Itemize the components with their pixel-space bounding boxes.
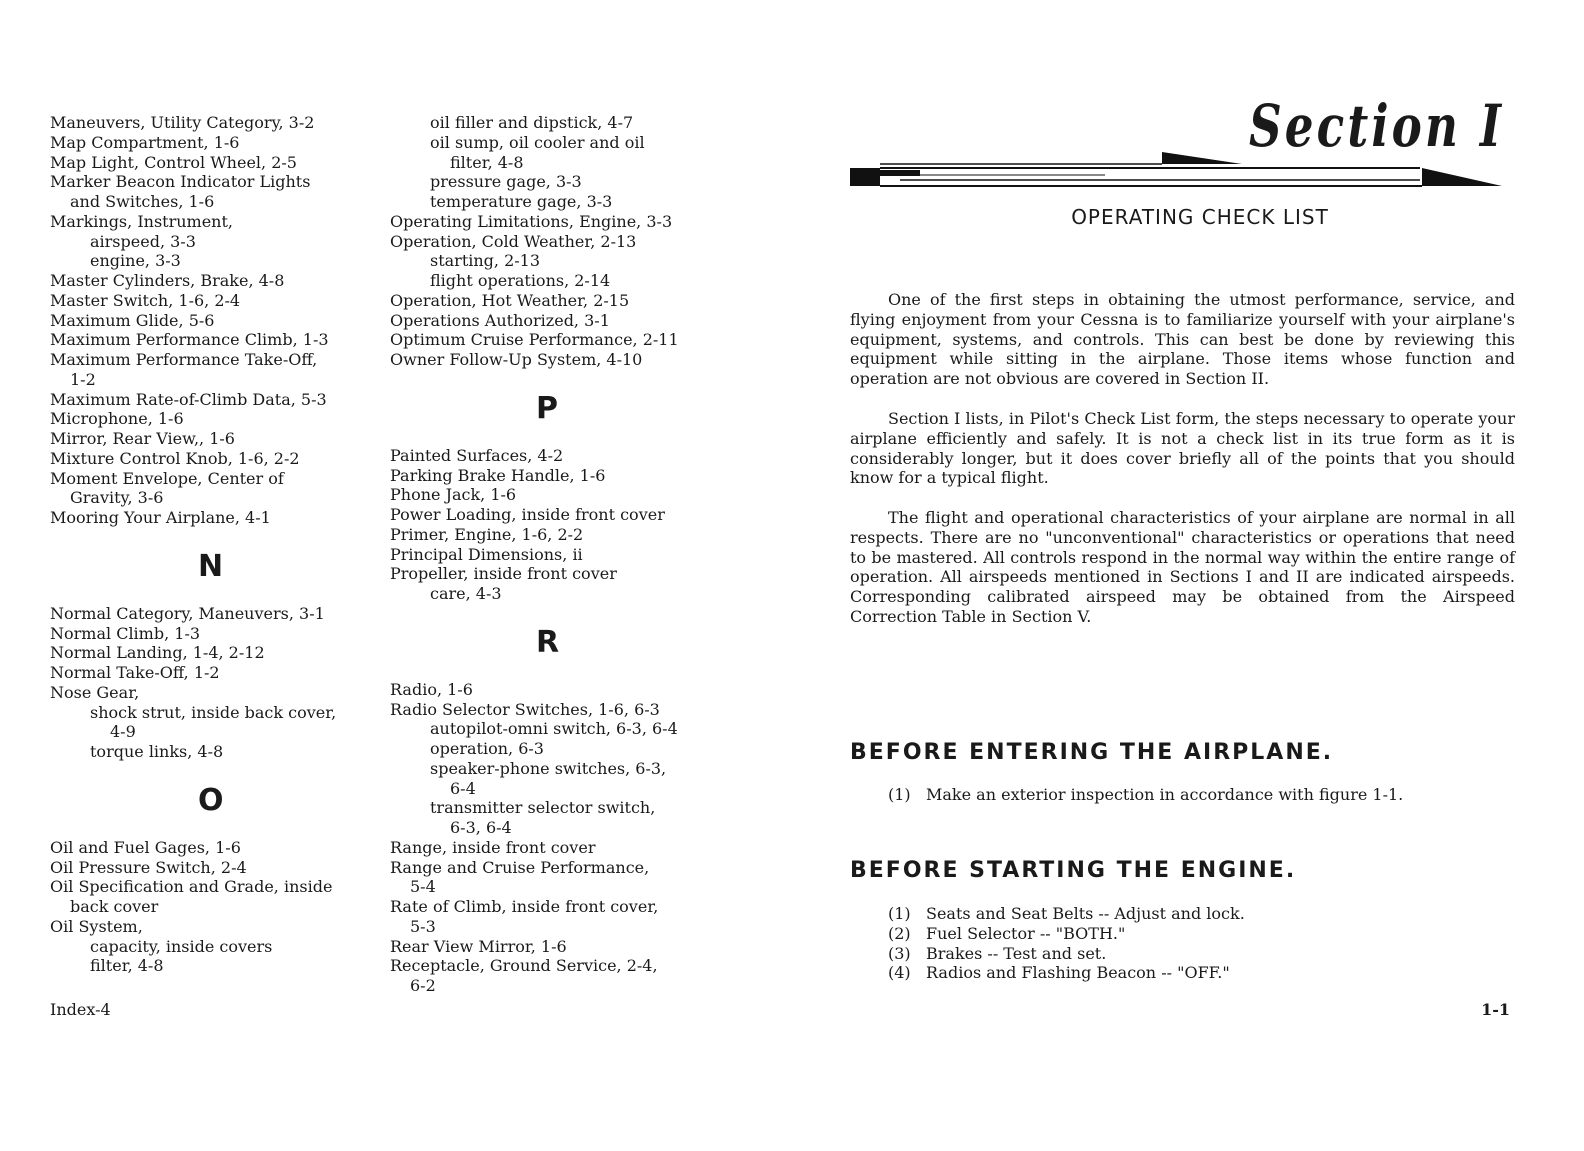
index-entry: Normal Take-Off, 1-2 <box>50 663 220 682</box>
index-entry: Painted Surfaces, 4-2 <box>390 445 564 465</box>
index-entry: Principal Dimensions, ii <box>390 544 583 564</box>
index-entry: Maximum Glide, 5-6 <box>50 310 215 330</box>
index-entry: Maximum Rate-of-Climb Data, 5-3 <box>50 389 327 409</box>
page-number-left: Index-4 <box>50 1000 111 1019</box>
page-number-right: 1-1 <box>1481 1000 1510 1019</box>
index-entry: oil filler and dipstick, 4-7 <box>430 113 634 132</box>
paragraph-text: One of the first steps in obtaining the utmost performance, service, and flying enjoyment from your Cessna is to familiarize yourself with your airplane's equipment, systems, and controls. This can best be done by reviewing this equipment while sitting in the airplane. Those items whose function and operation are not obvious are covered in Section II. <box>850 290 1515 388</box>
index-letter-p: P <box>536 390 558 426</box>
before-entering-heading: BEFORE ENTERING THE AIRPLANE. <box>850 740 1334 765</box>
intro-paragraph-3 <box>850 508 1515 627</box>
step-text: Seats and Seat Belts -- Adjust and lock. <box>926 904 1245 923</box>
index-entry: 6-2 <box>410 976 436 995</box>
index-entry: Propeller, inside front cover <box>390 564 617 584</box>
index-entry: Primer, Engine, 1-6, 2-2 <box>390 524 584 544</box>
index-entry: temperature gage, 3-3 <box>430 192 613 211</box>
index-entry: Range and Cruise Performance, <box>390 857 650 877</box>
step-number: (3) <box>888 943 911 963</box>
before-entering-steps <box>888 785 1403 805</box>
index-entry: Phone Jack, 1-6 <box>390 485 517 505</box>
step-number: (1) <box>888 785 911 804</box>
index-entry: Master Cylinders, Brake, 4-8 <box>50 271 285 290</box>
index-entry: Normal Landing, 1-4, 2-12 <box>50 643 265 663</box>
index-entry: Oil Specification and Grade, inside <box>50 877 333 897</box>
index-entry: pressure gage, 3-3 <box>430 172 582 192</box>
index-entry: Marker Beacon Indicator Lights <box>50 172 311 192</box>
intro-paragraph-2 <box>850 409 1515 488</box>
index-entry: Mirror, Rear View,, 1-6 <box>50 429 235 448</box>
index-entry: Microphone, 1-6 <box>50 409 184 429</box>
checklist-step <box>888 785 1403 805</box>
index-entry: Gravity, 3-6 <box>70 488 164 508</box>
index-entry: Range, inside front cover <box>390 837 596 857</box>
index-entry: 5-4 <box>410 877 436 897</box>
index-entry: filter, 4-8 <box>450 152 524 172</box>
index-entry: Maneuvers, Utility Category, 3-2 <box>50 113 315 132</box>
intro-paragraph-1 <box>850 290 1515 389</box>
index-entry: airspeed, 3-3 <box>90 231 196 251</box>
section-title: Section I <box>1248 92 1504 160</box>
operating-check-list-title: OPERATING CHECK LIST <box>1071 205 1329 229</box>
index-entry: Oil System, <box>50 916 143 936</box>
step-number: (4) <box>888 963 911 983</box>
index-entry: Maximum Performance Take-Off, <box>50 350 318 369</box>
index-column-2 <box>390 113 730 996</box>
index-entry: torque links, 4-8 <box>90 742 224 761</box>
checklist-step <box>888 963 1245 983</box>
index-entry: Map Compartment, 1-6 <box>50 132 240 152</box>
index-column-1 <box>50 113 380 976</box>
index-entry: Rate of Climb, inside front cover, <box>390 897 659 916</box>
index-entry: Optimum Cruise Performance, 2-11 <box>390 330 679 350</box>
index-entry: Operations Authorized, 3-1 <box>390 310 610 330</box>
index-entry: engine, 3-3 <box>90 251 181 271</box>
index-entry: Operation, Hot Weather, 2-15 <box>390 290 630 310</box>
index-entry: 4-9 <box>110 722 136 742</box>
index-entry: back cover <box>70 897 159 916</box>
before-starting-heading: BEFORE STARTING THE ENGINE. <box>850 858 1297 883</box>
index-entry: Receptacle, Ground Service, 2-4, <box>390 956 658 976</box>
index-entry: Radio, 1-6 <box>390 679 473 699</box>
paragraph-text: The flight and operational characteristics of your airplane are normal in all respects. There are no "unconventional" characteristics or operations that need to be mastered. All controls respond in the normal way within the entire range of operation. All airspeeds mentioned in Sections I and II are indicated airspeeds. Corresponding calibrated airspeed may be obtained from the Airspeed Correction Table in Section V. <box>850 508 1515 626</box>
index-letter-n: N <box>198 548 224 584</box>
index-entry: 5-3 <box>410 916 436 936</box>
index-entry: 6-4 <box>450 778 476 798</box>
index-letter-o: O <box>198 782 224 818</box>
checklist-step <box>888 904 1245 924</box>
index-entry: Radio Selector Switches, 1-6, 6-3 <box>390 699 660 719</box>
index-entry: Moment Envelope, Center of <box>50 468 284 488</box>
index-entry: Operating Limitations, Engine, 3-3 <box>390 211 673 231</box>
index-entry: care, 4-3 <box>430 584 502 603</box>
checklist-step <box>888 944 1245 964</box>
index-entry: Maximum Performance Climb, 1-3 <box>50 330 329 350</box>
step-text: Brakes -- Test and set. <box>926 943 1107 963</box>
index-entry: Mixture Control Knob, 1-6, 2-2 <box>50 448 300 468</box>
index-entry: Oil and Fuel Gages, 1-6 <box>50 837 241 857</box>
index-entry: shock strut, inside back cover, <box>90 702 337 722</box>
step-text: Make an exterior inspection in accordance with figure 1-1. <box>926 785 1404 804</box>
index-entry: transmitter selector switch, <box>430 798 656 818</box>
index-entry: Rear View Mirror, 1-6 <box>390 936 567 956</box>
index-entry: 1-2 <box>70 369 96 389</box>
index-entry: Owner Follow-Up System, 4-10 <box>390 350 643 369</box>
index-entry: flight operations, 2-14 <box>430 271 611 290</box>
index-letter-r: R <box>536 624 560 660</box>
step-text: Radios and Flashing Beacon -- "OFF." <box>926 963 1230 983</box>
index-entry: Nose Gear, <box>50 682 140 702</box>
index-entry: and Switches, 1-6 <box>70 192 215 211</box>
index-entry: Oil Pressure Switch, 2-4 <box>50 857 247 877</box>
index-entry: Normal Category, Maneuvers, 3-1 <box>50 603 325 623</box>
index-entry: Master Switch, 1-6, 2-4 <box>50 290 241 310</box>
index-entry: 6-3, 6-4 <box>450 818 512 837</box>
step-number: (2) <box>888 923 911 943</box>
index-entry: Map Light, Control Wheel, 2-5 <box>50 152 297 172</box>
index-entry: operation, 6-3 <box>430 739 544 758</box>
index-entry: Normal Climb, 1-3 <box>50 623 201 643</box>
index-entry: oil sump, oil cooler and oil <box>430 132 645 152</box>
index-entry: Operation, Cold Weather, 2-13 <box>390 231 637 251</box>
index-entry: starting, 2-13 <box>430 251 541 271</box>
step-text: Fuel Selector -- "BOTH." <box>926 923 1126 943</box>
index-entry: Power Loading, inside front cover <box>390 505 665 524</box>
index-entry: capacity, inside covers <box>90 936 273 956</box>
section-rule-decoration <box>850 148 1505 190</box>
paragraph-text: Section I lists, in Pilot's Check List form, the steps necessary to operate your airplane efficiently and safely. It is not a check list in its true form as it is considerably longer, but it does cover briefly all of the points that you should know for a typical flight. <box>850 409 1515 488</box>
index-entry: filter, 4-8 <box>90 956 164 976</box>
index-entry: Markings, Instrument, <box>50 211 233 231</box>
index-entry: Mooring Your Airplane, 4-1 <box>50 508 271 527</box>
checklist-step <box>888 924 1245 944</box>
before-starting-steps <box>888 904 1245 983</box>
index-entry: speaker-phone switches, 6-3, <box>430 758 667 778</box>
step-number: (1) <box>888 904 911 923</box>
index-entry: Parking Brake Handle, 1-6 <box>390 465 606 485</box>
index-entry: autopilot-omni switch, 6-3, 6-4 <box>430 719 678 739</box>
